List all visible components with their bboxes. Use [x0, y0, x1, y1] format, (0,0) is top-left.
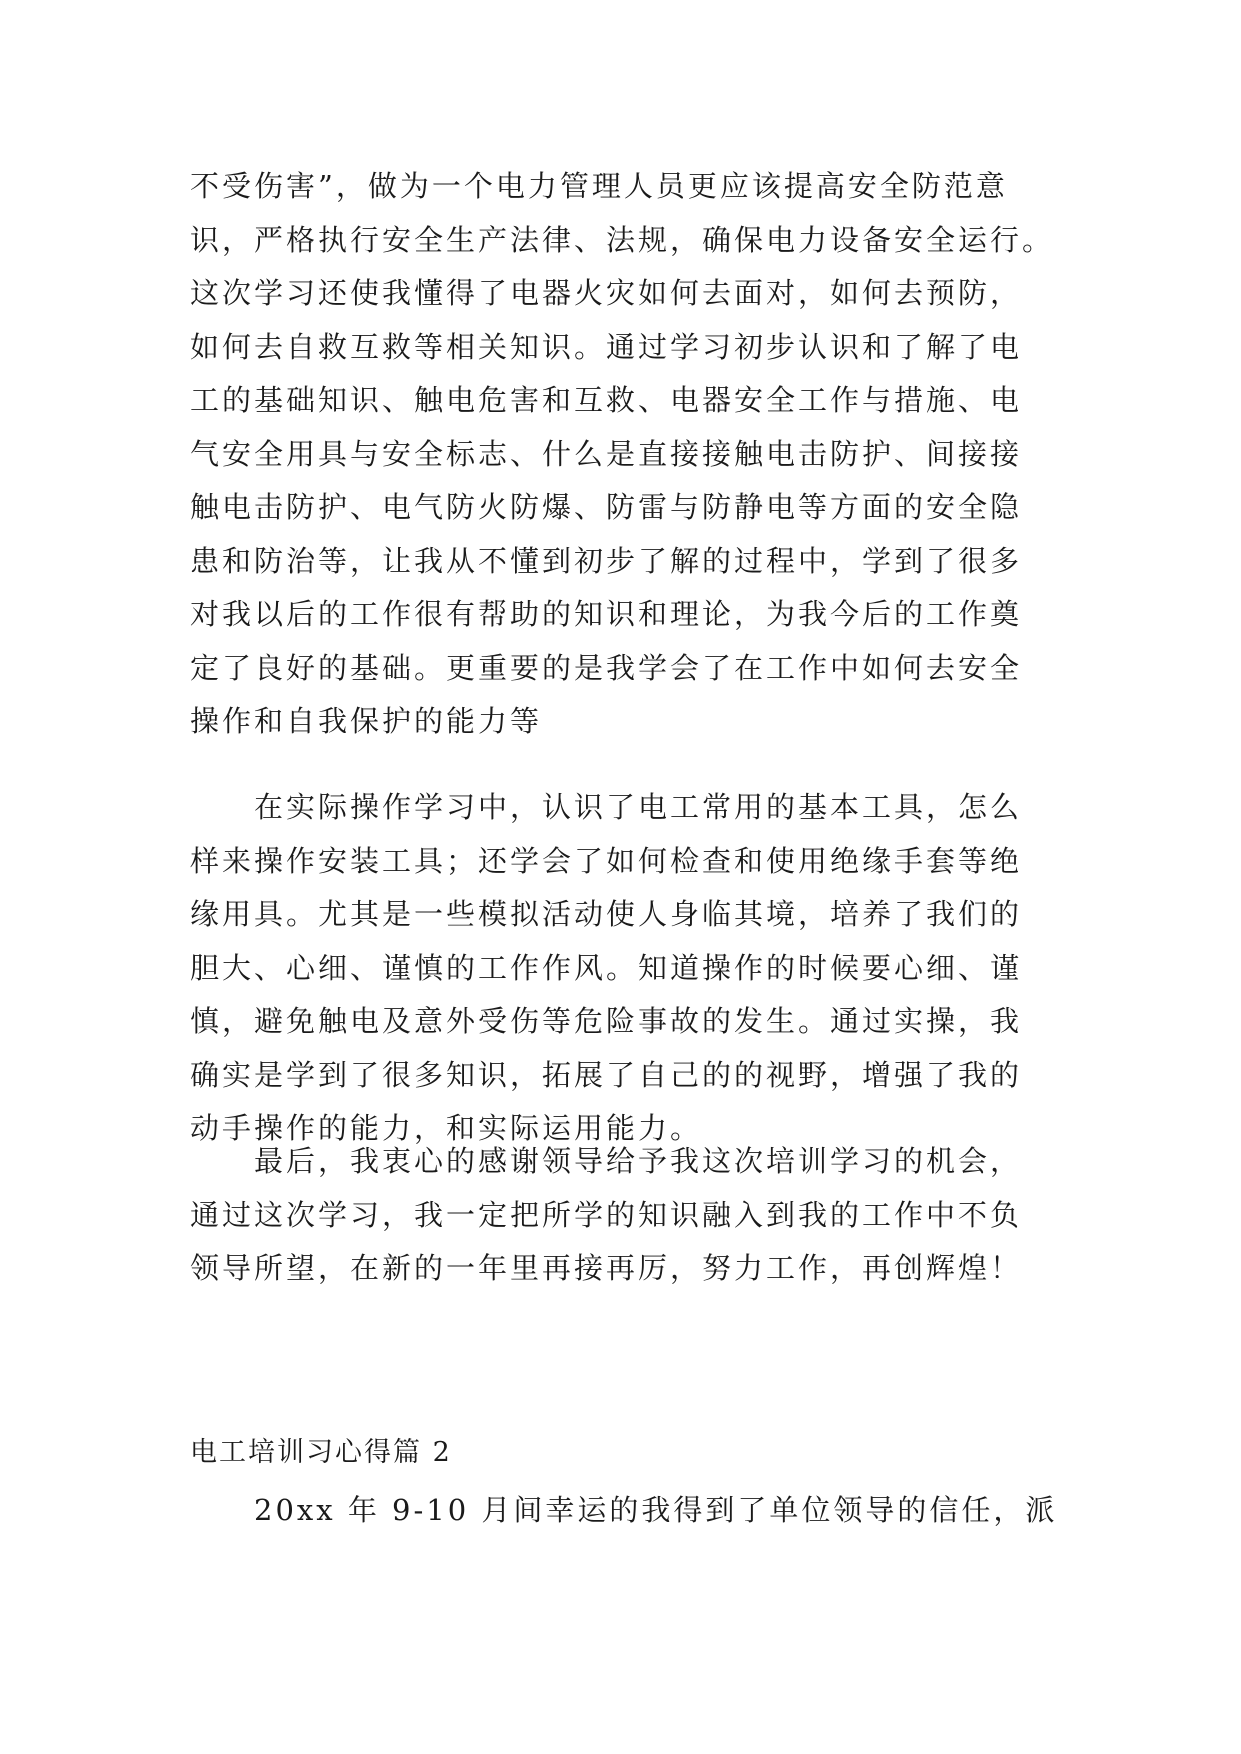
paragraph-line: 缘用具。尤其是一些模拟活动使人身临其境，培养了我们的: [190, 897, 1023, 931]
paragraph-line: 慎，避免触电及意外受伤等危险事故的发生。通过实操，我: [190, 1004, 1023, 1038]
paragraph-line: 如何去自救互救等相关知识。通过学习初步认识和了解了电: [190, 329, 1023, 364]
paragraph-line: 最后，我衷心的感谢领导给予我这次培训学习的机会，: [190, 1144, 1023, 1178]
paragraph-line: 领导所望，在新的一年里再接再厉，努力工作，再创辉煌！: [190, 1251, 1023, 1285]
paragraph-line: 触电击防护、电气防火防爆、防雷与防静电等方面的安全隐: [190, 490, 1023, 524]
paragraph-line: 确实是学到了很多知识，拓展了自己的的视野，增强了我的: [190, 1057, 1023, 1092]
paragraph-2: [190, 781, 1050, 1156]
paragraph-line: 工的基础知识、触电危害和互救、电器安全工作与措施、电: [190, 383, 1023, 417]
paragraph-line: 对我以后的工作很有帮助的知识和理论，为我今后的工作奠: [190, 597, 1023, 631]
paragraph-line: 气安全用具与安全标志、什么是直接接触电击防护、间接接: [190, 436, 1023, 471]
paragraph-line: 这次学习还使我懂得了电器火灾如何去面对，如何去预防，: [190, 276, 1023, 310]
paragraph-line: 在实际操作学习中，认识了电工常用的基本工具，怎么: [190, 790, 1023, 824]
paragraph-line: 动手操作的能力，和实际运用能力。: [190, 1111, 703, 1145]
paragraph-line: 患和防治等，让我从不懂到初步了解的过程中，学到了很多: [190, 543, 1023, 578]
section-title: 电工培训习心得篇 2: [190, 1437, 452, 1468]
paragraph-line: 胆大、心细、谨慎的工作作风。知道操作的时候要心细、谨: [190, 950, 1023, 985]
paragraph-4: 20xx 年 9-10 月间幸运的我得到了单位领导的信任，派: [190, 1493, 1058, 1527]
paragraph-line: 定了良好的基础。更重要的是我学会了在工作中如何去安全: [190, 650, 1023, 685]
paragraph-line: 操作和自我保护的能力等: [190, 704, 543, 738]
paragraph-line: 样来操作安装工具；还学会了如何检查和使用绝缘手套等绝: [190, 843, 1023, 878]
paragraph-1: [190, 160, 1055, 749]
paragraph-line: 通过这次学习，我一定把所学的知识融入到我的工作中不负: [190, 1197, 1023, 1232]
paragraph-line: 不受伤害”，做为一个电力管理人员更应该提高安全防范意: [190, 169, 1008, 203]
paragraph-3: [190, 1135, 1050, 1296]
paragraph-line: 识，严格执行安全生产法律、法规，确保电力设备安全运行。: [190, 222, 1055, 257]
